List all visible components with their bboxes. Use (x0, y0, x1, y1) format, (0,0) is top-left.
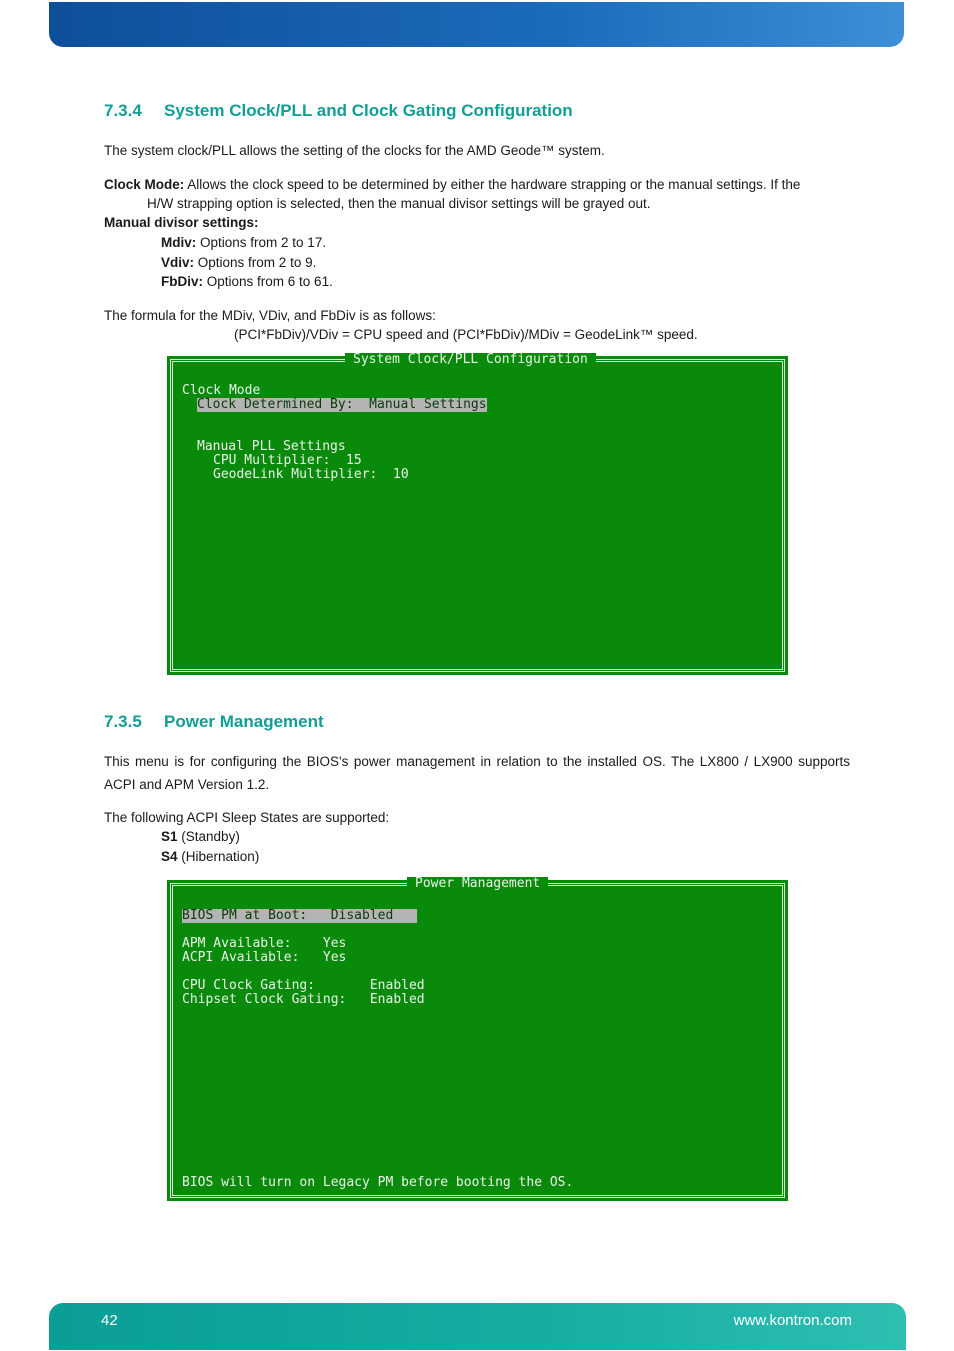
vdiv-label: Vdiv: (161, 255, 195, 270)
section-heading-734 (104, 101, 573, 121)
section-heading-735 (104, 712, 324, 732)
formula: (PCI*FbDiv)/VDiv = CPU speed and (PCI*FbDiv)/MDiv = GeodeLink™ speed. (234, 327, 698, 342)
bios-apm-available: APM Available: Yes (182, 936, 347, 951)
footer-bar (49, 1303, 906, 1350)
fbdiv-label: FbDiv: (161, 274, 203, 289)
bios-help-text: BIOS will turn on Legacy PM before booting the OS. (182, 1175, 574, 1190)
bios-cpu-multiplier[interactable]: CPU Multiplier: 15 (213, 453, 362, 468)
mdiv-line (161, 233, 326, 252)
mdiv-text: Options from 2 to 17. (200, 235, 327, 250)
page-number: 42 (101, 1312, 118, 1329)
bios-clock-mode: Clock Mode (182, 383, 261, 398)
footer-url[interactable]: www.kontron.com (733, 1312, 852, 1329)
s4-text: (Hibernation) (181, 849, 260, 864)
bios-clock-screen (167, 352, 788, 675)
bios-frame (170, 883, 785, 1198)
bios-chipset-clock-gating[interactable]: Chipset Clock Gating: Enabled (182, 992, 425, 1007)
section-title: System Clock/PLL and Clock Gating Configuration (164, 101, 573, 120)
clock-intro: The system clock/PLL allows the setting of the clocks for the AMD Geode™ system. (104, 143, 605, 158)
bios-manual-pll: Manual PLL Settings (197, 439, 346, 454)
clock-mode-label: Clock Mode: (104, 177, 185, 192)
bios-geodelink-multiplier[interactable]: GeodeLink Multiplier: 10 (213, 467, 409, 482)
clock-mode-text: Allows the clock speed to be determined by either the hardware strapping or the manual settings. If the (187, 177, 801, 192)
vdiv-line (161, 253, 316, 272)
clock-mode-line-2: H/W strapping option is selected, then the manual divisor settings will be grayed out. (147, 196, 651, 211)
s1-label: S1 (161, 829, 178, 844)
s4-line (161, 847, 259, 866)
formula-intro: The formula for the MDiv, VDiv, and FbDiv is as follows: (104, 308, 436, 323)
bios-power-screen (167, 876, 788, 1201)
s4-label: S4 (161, 849, 178, 864)
bios-determined-by[interactable]: Clock Determined By: Manual Settings (197, 397, 487, 412)
power-intro: This menu is for configuring the BIOS's power management in relation to the installed OS. The LX800 / LX900 supports ACPI and APM Version 1.2. (104, 754, 850, 792)
s1-text: (Standby) (181, 829, 240, 844)
section-number: 7.3.4 (104, 101, 142, 120)
mdiv-label: Mdiv: (161, 235, 197, 250)
bios-clock-title: System Clock/PLL Configuration (345, 353, 596, 367)
vdiv-text: Options from 2 to 9. (197, 255, 317, 270)
section-title: Power Management (164, 712, 324, 731)
divisor-heading: Manual divisor settings: (104, 215, 259, 230)
bios-cpu-clock-gating[interactable]: CPU Clock Gating: Enabled (182, 978, 425, 993)
fbdiv-text: Options from 6 to 61. (206, 274, 333, 289)
sleep-intro: The following ACPI Sleep States are supported: (104, 810, 390, 825)
fbdiv-line (161, 272, 333, 291)
s1-line (161, 827, 240, 846)
header-bar (49, 2, 904, 47)
section-number: 7.3.5 (104, 712, 142, 731)
clock-mode-line-1 (104, 175, 800, 194)
bios-pm-at-boot[interactable]: BIOS PM at Boot: Disabled (182, 908, 417, 923)
bios-power-title: Power Management (407, 877, 548, 891)
bios-acpi-available: ACPI Available: Yes (182, 950, 347, 965)
